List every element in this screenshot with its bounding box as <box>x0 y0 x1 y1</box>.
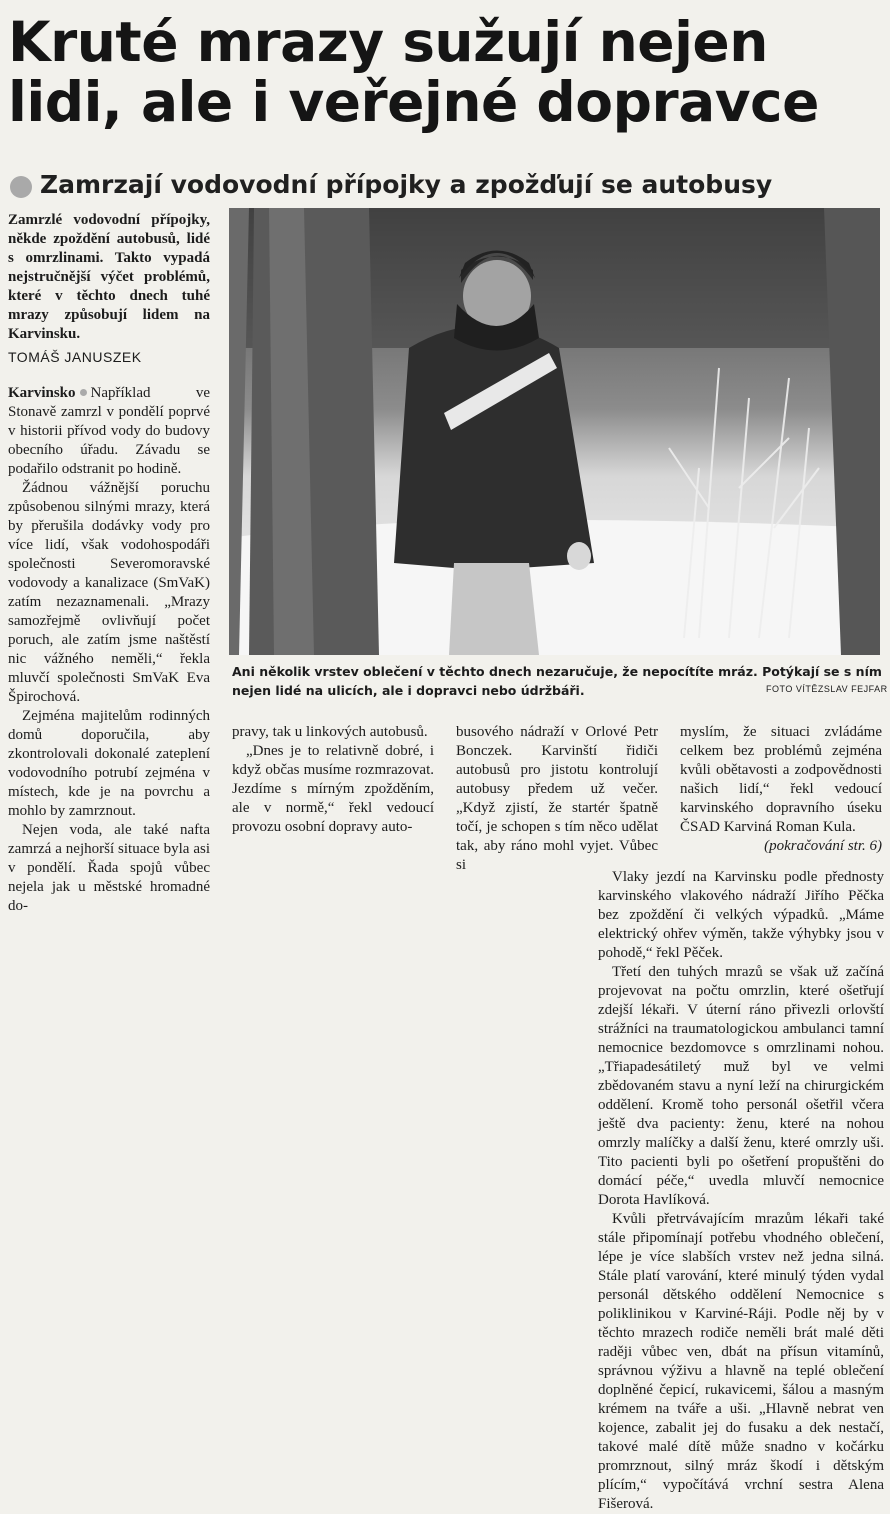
paragraph: „Dnes je to relativně dobré, i když občas musíme rozmrazovat. Jezdíme s mírným zpožděním, ale v normě,“ řekl vedoucí provozu osobní dopravy auto- <box>232 743 434 835</box>
dateline: Karvinsko <box>8 385 76 401</box>
subheadline: Zamrzají vodovodní přípojky a zpožďují se autobusy <box>40 170 773 199</box>
continuation-column <box>598 868 884 1514</box>
lead-paragraph: Zamrzlé vodovodní přípojky, někde zpoždění autobusů, lidé s omrzlinami. Takto vypadá nejstručnější výčet problémů, které v těchto dnech tuhé mrazy způsobují lidem na Karvinsku. <box>8 212 210 342</box>
dot-icon <box>80 389 87 396</box>
photo-credit: FOTO VÍTĚZSLAV FEJFAR <box>766 684 888 694</box>
bullet-icon <box>10 176 32 198</box>
headline-line-1: Kruté mrazy sužují nejen <box>8 10 768 74</box>
headline <box>8 12 884 132</box>
paragraph: Žádnou vážnější poruchu způsobenou silnými mrazy, která by přerušila dodávky vody pro více lidí, však vodohospodáři společnosti Severomoravské vodovody a kanalizace (SmVaK) zatím nezaznamenali. „Mrazy samozřejmě ovlivňují počet poruch, ale zatím jsme naštěstí nic vážného neměli,“ řekla mluvčí společnosti SmVaK Eva Špirochová. <box>8 480 210 705</box>
paragraph: Nejen voda, ale také nafta zamrzá a nejhorší situace byla asi v pondělí. Řada spojů vůbec nejela jak u městské hromadné do- <box>8 822 210 914</box>
paragraph: Zejména majitelům rodinných domů doporučila, aby zkontrolovali dokonalé zateplení vodovodního potrubí zejména v místech, kde je na povrchu a mohlo by zamrznout. <box>8 708 210 819</box>
photo <box>229 208 880 655</box>
photo-caption: Ani několik vrstev oblečení v těchto dnech nezaručuje, že nepocítíte mráz. Potýkají se s ním nejen lidé na ulicích, ale i dopravci nebo údržbáři. <box>232 664 882 698</box>
paragraph <box>8 384 210 479</box>
column-2 <box>232 723 434 837</box>
photo-illustration <box>229 208 880 655</box>
paragraph: busového nádraží v Orlové Petr Bonczek. Karvinští řidiči autobusů pro jistotu kontrolují autobusy předem už večer. „Když zjistí, že startér špatně točí, je schopen s tím něco udělat tak, aby ráno mohl vyjet. Vůbec si <box>456 724 658 873</box>
paragraph: Vlaky jezdí na Karvinsku podle přednosty karvinského vlakového nádraží Jiřího Pěčka bez zpoždění či velkých výpadků. „Máme elektrický ohřev výměn, takže výhybky jsou v pohodě,“ řekl Pěček. <box>598 869 884 961</box>
paragraph: Kvůli přetrvávajícím mrazům lékaři také stále připomínají potřebu vhodného oblečení, lépe je více slabších vrstev než jedna silná. Stále platí varování, které minulý týden vydal personál dětského oddělení Nemocnice s poliklinikou v Karviné-Ráji. Podle něj by v těchto mrazech rodiče neměli brát malé děti raději vůbec ven, dbát na přísun vitamínů, správnou výživu a hlavně na teplé oblečení doplněné čepicí, rukavicemi, šálou a masným krémem na tváře a uši. „Hlavně nebrat ven kojence, zabalit jej do fusaku a dek nestačí, takové malé dítě může snadno v kočárku promrznout, silný mráz škodí i dětským plícím,“ vypočítává vrchní sestra Alena Fišerová. <box>598 1211 884 1512</box>
author-byline: TOMÁŠ JANUSZEK <box>8 349 142 365</box>
continued-note: (pokračování str. 6) <box>764 838 882 854</box>
column-1 <box>8 384 210 916</box>
column-3 <box>456 723 658 875</box>
paragraph-text: Například ve Stonavě zamrzl v pondělí poprvé v historii přívod vody do budovy obecního úřadu. Závadu se podařilo odstranit po hodině. <box>8 385 210 477</box>
paragraph: Třetí den tuhých mrazů se však už začíná projevovat na počtu omrzlin, které ošetřují zdejší lékaři. V úterní ráno přivezli orlovští strážníci na traumatologickou ambulanci tamní nemocnice bezdomovce s omrzlinami nohou. „Třiapadesátiletý muž byl ve velmi zbědovaném stavu a nyní leží na chirurgickém oddělení. Kromě toho personál ošetřil včera ještě dva pacienty: ženu, které na nohou omrzly malíčky a další ženu, které omrzly uši. Tito pacienti byli po ošetření propuštěni do domácí péče,“ uvedla mluvčí nemocnice Dorota Havlíková. <box>598 964 884 1208</box>
paragraph: myslím, že situaci zvládáme celkem bez problémů zejména kvůli obětavosti a zodpovědnosti našich lidí,“ řekl vedoucí karvinského dopravního úseku ČSAD Karviná Roman Kula. <box>680 724 882 835</box>
headline-line-2: lidi, ale i veřejné dopravce <box>8 70 819 134</box>
column-4 <box>680 723 882 856</box>
paragraph: pravy, tak u linkových autobusů. <box>232 724 428 740</box>
